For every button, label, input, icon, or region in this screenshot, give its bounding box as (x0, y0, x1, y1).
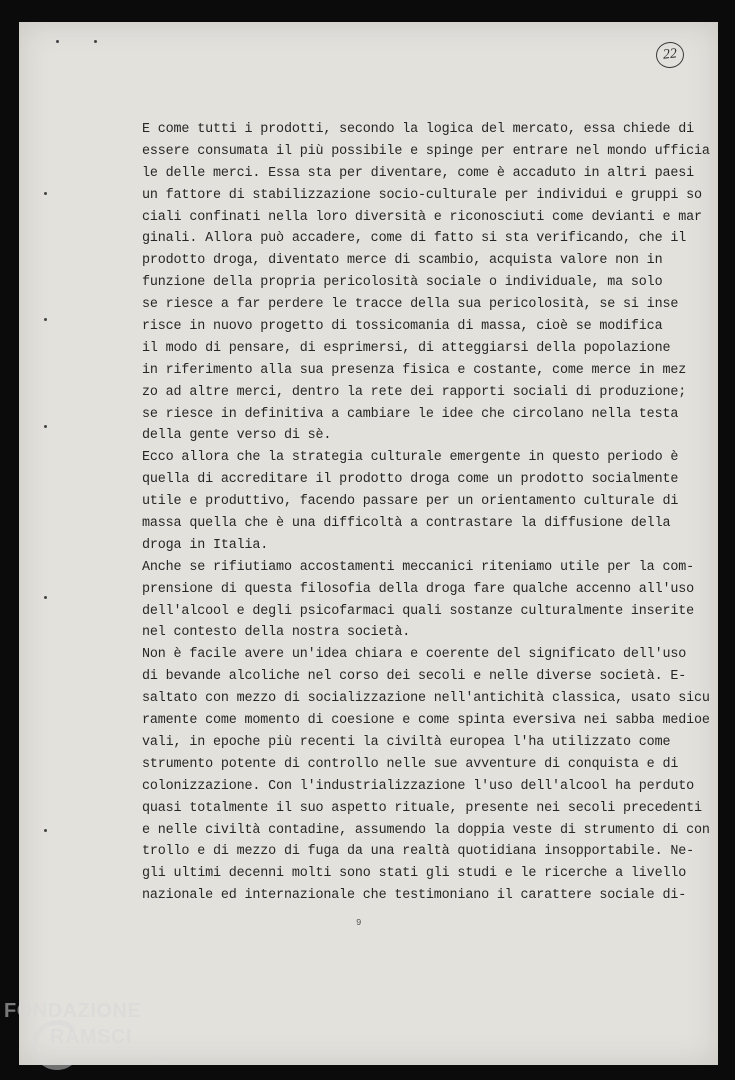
text-line: quasi totalmente il suo aspetto rituale, presente nei secoli precedenti (142, 800, 702, 816)
text-line: Non è facile avere un'idea chiara e coerente del significato dell'uso (142, 647, 687, 663)
watermark-suffix: onlus (152, 1054, 172, 1063)
text-line: strumento potente di controllo nelle sue avventure di conquista e di (142, 756, 679, 772)
text-line: E come tutti i prodotti, secondo la logica del mercato, essa chiede di (142, 122, 694, 137)
text-line: ciali confinati nella loro diversità e riconosciuti come devianti e mar (142, 209, 702, 225)
text-line: trollo e di mezzo di fuga da una realtà quotidiana insopportabile. Ne- (142, 844, 694, 860)
text-line: prodotto droga, diventato merce di scambio, acquista valore non in (142, 253, 663, 269)
text-line: dell'alcool e degli psicofarmaci quali sostanze culturalmente inserite (142, 603, 694, 619)
text-line: ramente come momento di coesione e come spinta eversiva nei sabba medioe (142, 713, 710, 729)
margin-mark (44, 829, 47, 832)
text-line: quella di accreditare il prodotto droga come un prodotto socialmente (142, 472, 679, 488)
text-line: risce in nuovo progetto di tossicomania di massa, cioè se modifica (142, 319, 663, 335)
fondazione-gramsci-watermark (4, 1000, 204, 1080)
text-line: il modo di pensare, di esprimersi, di atteggiarsi della popolazione (142, 340, 671, 356)
text-line: droga in Italia. (142, 537, 269, 553)
text-line: funzione della propria pericolosità sociale o individuale, ma solo (142, 275, 663, 291)
text-line: gli ultimi decenni molti sono stati gli studi e le ricerche a livello (142, 866, 687, 882)
text-line: se riesce in definitiva a cambiare le idee che circolano nella testa (142, 406, 679, 422)
text-line: saltato con mezzo di socializzazione nell'antichità classica, usato sicu (142, 691, 710, 707)
typewritten-body-text (142, 119, 710, 907)
margin-mark (44, 596, 47, 599)
text-line: nel contesto della nostra società. (142, 625, 411, 641)
punch-hole-mark (56, 40, 59, 43)
text-line: zo ad altre merci, dentro la rete dei rapporti sociali di produzione; (142, 384, 687, 400)
text-line: colonizzazione. Con l'industrializzazione l'uso dell'alcool ha perduto (142, 778, 694, 794)
punch-hole-mark (94, 40, 97, 43)
text-line: un fattore di stabilizzazione socio-culturale per individui e gruppi so (142, 187, 702, 203)
text-line: Anche se rifiutiamo accostamenti meccanici riteniamo utile per la com- (142, 559, 694, 575)
watermark-line-2: RAMSCI (50, 1026, 132, 1048)
text-line: ginali. Allora può accadere, come di fatto si sta verificando, che il (142, 231, 687, 247)
text-line: le delle merci. Essa sta per diventare, come è accaduto in altri paesi (142, 165, 694, 181)
text-line: nazionale ed internazionale che testimoniano il carattere sociale di- (142, 888, 687, 904)
text-line: e nelle civiltà contadine, assumendo la doppia veste di strumento di con (142, 822, 710, 838)
margin-mark (44, 425, 47, 428)
footer-page-mark: 9 (356, 918, 362, 928)
text-line: utile e produttivo, facendo passare per un orientamento culturale di (142, 494, 679, 510)
margin-mark (44, 192, 47, 195)
text-line: vali, in epoche più recenti la civiltà europea l'ha utilizzato come (142, 734, 671, 750)
text-line: se riesce a far perdere le tracce della sua pericolosità, se si inse (142, 297, 679, 313)
text-line: massa quella che è una difficoltà a contrastare la diffusione della (142, 516, 671, 532)
text-line: prensione di questa filosofia della droga fare qualche accenno all'uso (142, 581, 694, 597)
text-line: di bevande alcoliche nel corso dei secoli e nelle diverse società. E- (142, 669, 687, 685)
watermark-line-1: FONDAZIONE (4, 1000, 142, 1022)
text-line: essere consumata il più possibile e spinge per entrare nel mondo ufficia (142, 143, 710, 159)
text-line: in riferimento alla sua presenza fisica e costante, come merce in mez (142, 362, 687, 378)
text-line: Ecco allora che la strategia culturale emergente in questo periodo è (142, 450, 679, 466)
text-line: della gente verso di sè. (142, 428, 332, 444)
margin-mark (44, 318, 47, 321)
handwritten-page-number: 22 (655, 41, 686, 70)
